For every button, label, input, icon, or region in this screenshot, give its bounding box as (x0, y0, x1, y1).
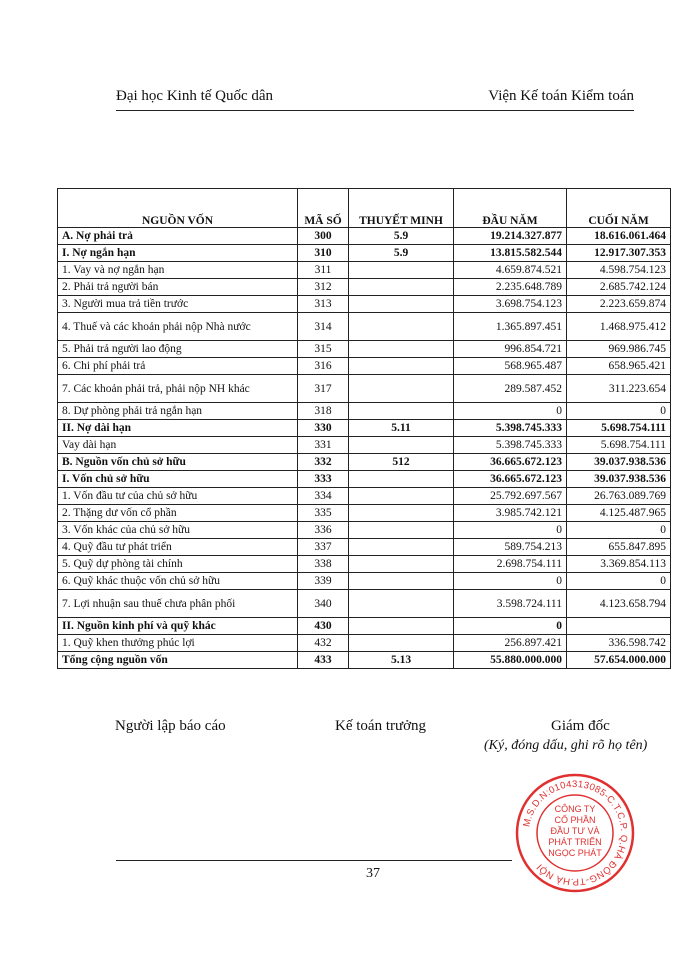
row-name: B. Nguồn vốn chủ sở hữu (58, 454, 298, 471)
row-close-balance: 5.698.754.111 (567, 437, 671, 454)
table-row (58, 454, 671, 471)
row-note (349, 296, 454, 313)
row-code: 432 (298, 635, 349, 652)
table-row (58, 245, 671, 262)
row-note (349, 471, 454, 488)
company-seal (514, 772, 636, 894)
row-name: I. Nợ ngắn hạn (58, 245, 298, 262)
row-open-balance: 589.754.213 (454, 539, 567, 556)
row-note (349, 505, 454, 522)
row-name: 7. Các khoản phải trả, phải nộp NH khác (58, 375, 298, 403)
row-code: 314 (298, 313, 349, 341)
row-close-balance: 4.125.487.965 (567, 505, 671, 522)
row-name: 5. Phải trả người lao động (58, 341, 298, 358)
row-code: 333 (298, 471, 349, 488)
table-row (58, 358, 671, 375)
row-name: Vay dài hạn (58, 437, 298, 454)
row-open-balance: 1.365.897.451 (454, 313, 567, 341)
row-note (349, 437, 454, 454)
row-open-balance: 13.815.582.544 (454, 245, 567, 262)
row-note: 512 (349, 454, 454, 471)
row-open-balance: 36.665.672.123 (454, 471, 567, 488)
row-close-balance: 57.654.000.000 (567, 652, 671, 669)
table-header-row (58, 189, 671, 228)
row-note (349, 375, 454, 403)
row-code: 433 (298, 652, 349, 669)
row-note (349, 590, 454, 618)
row-name: 4. Quỹ đầu tư phát triển (58, 539, 298, 556)
row-name: 2. Phải trả người bán (58, 279, 298, 296)
row-open-balance: 3.698.754.123 (454, 296, 567, 313)
row-name: 8. Dự phòng phải trả ngắn hạn (58, 403, 298, 420)
row-close-balance: 336.598.742 (567, 635, 671, 652)
col-header-note: THUYẾT MINH (349, 189, 454, 228)
row-code: 335 (298, 505, 349, 522)
row-code: 332 (298, 454, 349, 471)
row-name: Tổng cộng nguồn vốn (58, 652, 298, 669)
col-header-close: CUỐI NĂM (567, 189, 671, 228)
row-open-balance: 19.214.327.877 (454, 228, 567, 245)
row-close-balance: 3.369.854.113 (567, 556, 671, 573)
table-row (58, 505, 671, 522)
row-code: 337 (298, 539, 349, 556)
row-note (349, 313, 454, 341)
row-close-balance: 658.965.421 (567, 358, 671, 375)
row-close-balance: 18.616.061.464 (567, 228, 671, 245)
signature-director: Giám đốc (551, 718, 610, 734)
row-note (349, 358, 454, 375)
col-header-code: MÃ SỐ (298, 189, 349, 228)
table-row (58, 652, 671, 669)
table-body (58, 228, 671, 669)
row-note (349, 573, 454, 590)
row-open-balance: 568.965.487 (454, 358, 567, 375)
row-name: I. Vốn chủ sở hữu (58, 471, 298, 488)
row-code: 315 (298, 341, 349, 358)
table-row (58, 618, 671, 635)
table-row (58, 262, 671, 279)
row-name: 1. Quỹ khen thưởng phúc lợi (58, 635, 298, 652)
row-close-balance: 655.847.895 (567, 539, 671, 556)
row-close-balance: 0 (567, 522, 671, 539)
table-row (58, 573, 671, 590)
row-close-balance: 26.763.089.769 (567, 488, 671, 505)
row-name: 7. Lợi nhuận sau thuế chưa phân phối (58, 590, 298, 618)
table-row (58, 556, 671, 573)
row-close-balance: 0 (567, 573, 671, 590)
seal-line: CỔ PHẦN (554, 815, 596, 825)
row-open-balance: 0 (454, 573, 567, 590)
row-close-balance (567, 618, 671, 635)
row-open-balance: 36.665.672.123 (454, 454, 567, 471)
row-open-balance: 289.587.452 (454, 375, 567, 403)
table-row (58, 375, 671, 403)
row-note (349, 539, 454, 556)
row-close-balance: 39.037.938.536 (567, 454, 671, 471)
row-close-balance: 39.037.938.536 (567, 471, 671, 488)
row-name: 3. Người mua trả tiền trước (58, 296, 298, 313)
row-name: A. Nợ phải trả (58, 228, 298, 245)
row-open-balance: 55.880.000.000 (454, 652, 567, 669)
row-code: 316 (298, 358, 349, 375)
row-note: 5.11 (349, 420, 454, 437)
row-code: 312 (298, 279, 349, 296)
table-row (58, 228, 671, 245)
row-name: 6. Chi phí phải trả (58, 358, 298, 375)
table-row (58, 403, 671, 420)
row-close-balance: 5.698.754.111 (567, 420, 671, 437)
row-code: 318 (298, 403, 349, 420)
row-code: 430 (298, 618, 349, 635)
row-close-balance: 4.598.754.123 (567, 262, 671, 279)
table-row (58, 471, 671, 488)
page-header (116, 88, 634, 108)
signature-note: (Ký, đóng dấu, ghi rõ họ tên) (484, 738, 648, 753)
row-note (349, 262, 454, 279)
row-note (349, 403, 454, 420)
table-row (58, 313, 671, 341)
row-close-balance: 2.685.742.124 (567, 279, 671, 296)
row-close-balance: 1.468.975.412 (567, 313, 671, 341)
row-note (349, 279, 454, 296)
col-header-source: NGUỒN VỐN (58, 189, 298, 228)
row-code: 331 (298, 437, 349, 454)
table-row (58, 522, 671, 539)
row-name: 3. Vốn khác của chủ sở hữu (58, 522, 298, 539)
row-name: 5. Quỹ dự phòng tài chính (58, 556, 298, 573)
row-code: 311 (298, 262, 349, 279)
table-row (58, 437, 671, 454)
row-close-balance: 2.223.659.874 (567, 296, 671, 313)
signature-preparer: Người lập báo cáo (115, 718, 226, 734)
row-name: 2. Thặng dư vốn cổ phần (58, 505, 298, 522)
row-open-balance: 3.985.742.121 (454, 505, 567, 522)
row-open-balance: 0 (454, 403, 567, 420)
seal-line: CÔNG TY (554, 804, 596, 814)
row-code: 338 (298, 556, 349, 573)
row-code: 310 (298, 245, 349, 262)
row-name: II. Nợ dài hạn (58, 420, 298, 437)
header-divider (116, 110, 634, 111)
row-code: 340 (298, 590, 349, 618)
row-open-balance: 5.398.745.333 (454, 437, 567, 454)
footer-divider (116, 860, 512, 861)
row-close-balance: 969.986.745 (567, 341, 671, 358)
header-institute: Viện Kế toán Kiểm toán (488, 88, 634, 104)
row-note (349, 522, 454, 539)
table-row (58, 296, 671, 313)
row-code: 313 (298, 296, 349, 313)
row-name: II. Nguồn kinh phí và quỹ khác (58, 618, 298, 635)
signature-chief-accountant: Kế toán trưởng (335, 718, 427, 734)
row-open-balance: 0 (454, 522, 567, 539)
table-row (58, 488, 671, 505)
row-code: 317 (298, 375, 349, 403)
col-header-open: ĐẦU NĂM (454, 189, 567, 228)
balance-sheet-table (57, 188, 671, 669)
table-row (58, 635, 671, 652)
row-open-balance: 2.235.648.789 (454, 279, 567, 296)
row-code: 336 (298, 522, 349, 539)
table-row (58, 341, 671, 358)
seal-line: ĐẦU TƯ VÀ (550, 826, 600, 836)
row-code: 330 (298, 420, 349, 437)
table-row (58, 539, 671, 556)
header-university: Đại học Kinh tế Quốc dân (116, 88, 274, 104)
row-open-balance: 2.698.754.111 (454, 556, 567, 573)
row-name: 1. Vốn đầu tư của chủ sở hữu (58, 488, 298, 505)
row-name: 1. Vay và nợ ngắn hạn (58, 262, 298, 279)
row-open-balance: 4.659.874.521 (454, 262, 567, 279)
row-open-balance: 256.897.421 (454, 635, 567, 652)
seal-ring-text: M.S.D.N:0104313085-C.T.C.P. Q.HÀ ĐÔNG-TP.HÀ NỘI (521, 778, 630, 888)
row-open-balance: 996.854.721 (454, 341, 567, 358)
row-open-balance: 5.398.745.333 (454, 420, 567, 437)
row-code: 339 (298, 573, 349, 590)
row-open-balance: 25.792.697.567 (454, 488, 567, 505)
page-number: 37 (366, 866, 380, 881)
row-name: 4. Thuế và các khoản phải nộp Nhà nước (58, 313, 298, 341)
seal-line: PHÁT TRIỂN (548, 837, 602, 847)
row-note: 5.9 (349, 245, 454, 262)
row-name: 6. Quỹ khác thuộc vốn chủ sở hữu (58, 573, 298, 590)
row-close-balance: 0 (567, 403, 671, 420)
row-note (349, 556, 454, 573)
row-note (349, 488, 454, 505)
table-row (58, 420, 671, 437)
row-note (349, 635, 454, 652)
row-open-balance: 3.598.724.111 (454, 590, 567, 618)
row-close-balance: 4.123.658.794 (567, 590, 671, 618)
seal-line: NGỌC PHÁT (548, 848, 602, 858)
table-row (58, 279, 671, 296)
row-close-balance: 12.917.307.353 (567, 245, 671, 262)
table-row (58, 590, 671, 618)
row-note (349, 618, 454, 635)
row-note: 5.13 (349, 652, 454, 669)
row-note (349, 341, 454, 358)
row-code: 300 (298, 228, 349, 245)
row-note: 5.9 (349, 228, 454, 245)
row-open-balance: 0 (454, 618, 567, 635)
row-code: 334 (298, 488, 349, 505)
row-close-balance: 311.223.654 (567, 375, 671, 403)
